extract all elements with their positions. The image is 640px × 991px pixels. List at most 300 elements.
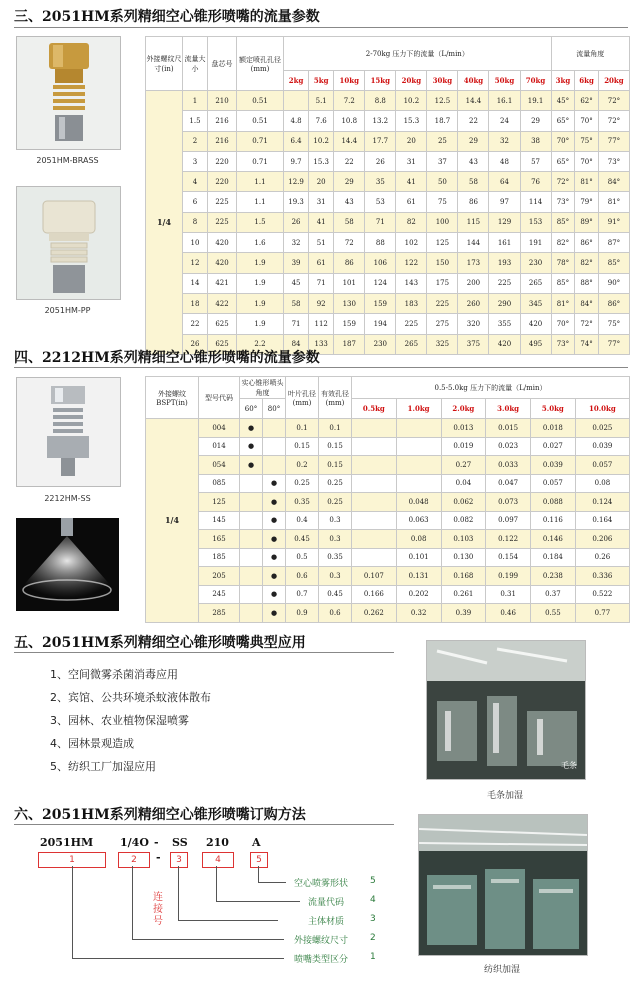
table-cell: 0.122 bbox=[486, 530, 531, 549]
table-cell: 153 bbox=[520, 212, 551, 232]
table-cell: 10 bbox=[183, 233, 208, 253]
table-cell: 0.048 bbox=[396, 493, 441, 512]
table-cell: 0.039 bbox=[575, 437, 629, 456]
table-cell: 225 bbox=[396, 314, 427, 334]
table-row bbox=[146, 172, 630, 192]
table-cell: 39 bbox=[284, 253, 309, 273]
table-cell: 1.5 bbox=[237, 212, 284, 232]
table-cell: 0.062 bbox=[441, 493, 486, 512]
table-cell: 91° bbox=[598, 212, 629, 232]
table-cell: 73° bbox=[551, 192, 575, 212]
legend-num-1: 1 bbox=[370, 952, 376, 962]
connector-label: 连接号 bbox=[153, 892, 163, 927]
table-cell: 4 bbox=[183, 172, 208, 192]
table-row bbox=[146, 437, 630, 456]
table-cell: 2.2 bbox=[237, 334, 284, 354]
section4-title: 四、2212HM系列精细空心锥形喷嘴的流量参数 bbox=[14, 350, 320, 366]
table-cell bbox=[396, 474, 441, 493]
table-cell: 0.088 bbox=[531, 493, 576, 512]
table-cell: 115 bbox=[458, 212, 489, 232]
table-cell: 3 bbox=[183, 151, 208, 171]
table-row bbox=[146, 511, 630, 530]
table-cell: 100 bbox=[427, 212, 458, 232]
table-cell: 0.77 bbox=[575, 604, 629, 623]
table-cell: 72° bbox=[551, 172, 575, 192]
pressure-header: 1.0kg bbox=[396, 399, 441, 419]
col-core-number: 盘芯号 bbox=[208, 37, 237, 91]
table-cell: ● bbox=[240, 419, 263, 438]
table-cell: 12.5 bbox=[427, 91, 458, 111]
table-cell: 0.51 bbox=[237, 111, 284, 131]
wool-humidification-photo bbox=[426, 640, 586, 780]
leader-line bbox=[132, 866, 133, 940]
table-row bbox=[146, 493, 630, 512]
table-cell: ● bbox=[263, 548, 286, 567]
table-cell: 81° bbox=[551, 293, 575, 313]
table-cell: 0.7 bbox=[286, 585, 319, 604]
table-cell: 145 bbox=[199, 511, 240, 530]
table-cell bbox=[240, 511, 263, 530]
table-cell: 0.32 bbox=[396, 604, 441, 623]
table-cell: 0.073 bbox=[486, 493, 531, 512]
table-cell: 15.3 bbox=[396, 111, 427, 131]
table-cell: 32 bbox=[284, 233, 309, 253]
table-cell: 0.027 bbox=[531, 437, 576, 456]
table-cell: 0.146 bbox=[531, 530, 576, 549]
table-cell: 57 bbox=[520, 151, 551, 171]
table-row bbox=[146, 273, 630, 293]
table-cell: 0.3 bbox=[319, 511, 352, 530]
table-cell: 325 bbox=[427, 334, 458, 354]
table-row bbox=[146, 419, 630, 438]
table-cell: 125 bbox=[199, 493, 240, 512]
table-cell: ● bbox=[263, 604, 286, 623]
col-thread-size: 外接螺纹尺寸(in) bbox=[146, 37, 183, 91]
col-cone-angle: 实心锥形喷头角度 bbox=[241, 378, 284, 397]
table-cell: 65° bbox=[551, 111, 575, 131]
table-cell: 133 bbox=[309, 334, 334, 354]
table-cell: 71 bbox=[284, 314, 309, 334]
table-cell: 285 bbox=[199, 604, 240, 623]
table-cell bbox=[352, 456, 397, 475]
table-cell: 420 bbox=[489, 334, 520, 354]
table-cell: 0.4 bbox=[286, 511, 319, 530]
table-cell: 0.033 bbox=[486, 456, 531, 475]
table-cell: 4.8 bbox=[284, 111, 309, 131]
table-cell: 0.31 bbox=[486, 585, 531, 604]
application-item: 1、空间微雾杀菌消毒应用 bbox=[50, 668, 178, 681]
table-cell bbox=[352, 419, 397, 438]
table-cell: 085 bbox=[199, 474, 240, 493]
legend-type: 喷嘴类型区分 bbox=[294, 955, 349, 965]
table-row bbox=[146, 233, 630, 253]
table-cell: 161 bbox=[489, 233, 520, 253]
table-cell: 22 bbox=[183, 314, 208, 334]
table-cell: 85° bbox=[551, 273, 575, 293]
table-row bbox=[146, 314, 630, 334]
table-cell: ● bbox=[263, 585, 286, 604]
table-cell: 89° bbox=[575, 212, 599, 232]
application-item: 2、宾馆、公共环境杀蚊液体散布 bbox=[50, 691, 211, 704]
table-cell: 84° bbox=[575, 293, 599, 313]
table-cell: 0.184 bbox=[531, 548, 576, 567]
table-cell: 225 bbox=[208, 192, 237, 212]
table-cell: 375 bbox=[458, 334, 489, 354]
table-cell: ● bbox=[263, 511, 286, 530]
table-cell: 1.1 bbox=[237, 192, 284, 212]
table-cell bbox=[352, 530, 397, 549]
table-cell: 84 bbox=[284, 334, 309, 354]
pressure-header: 10kg bbox=[334, 71, 365, 91]
legend-shape: 空心喷雾形状 bbox=[294, 879, 349, 889]
section6-rule bbox=[14, 824, 394, 825]
table-cell: 210 bbox=[208, 91, 237, 111]
code-thread: 1/4O bbox=[120, 836, 149, 849]
table-cell: 265 bbox=[396, 334, 427, 354]
table-cell: 0.71 bbox=[237, 131, 284, 151]
code-box-5: 5 bbox=[250, 852, 268, 868]
section3-rule bbox=[14, 27, 628, 28]
caption-pp: 2051HM-PP bbox=[44, 306, 91, 315]
table-cell: 420 bbox=[208, 233, 237, 253]
table-cell: 0.45 bbox=[319, 585, 352, 604]
legend-num-2: 2 bbox=[370, 933, 376, 943]
table-cell: 86 bbox=[334, 253, 365, 273]
table-cell: 265 bbox=[520, 273, 551, 293]
table-cell: 1.1 bbox=[237, 172, 284, 192]
table-cell: 1.9 bbox=[237, 253, 284, 273]
table-cell: 0.04 bbox=[441, 474, 486, 493]
table-cell: 0.019 bbox=[441, 437, 486, 456]
table-cell: 0.26 bbox=[575, 548, 629, 567]
table-cell: 125 bbox=[427, 233, 458, 253]
table-cell: 0.168 bbox=[441, 567, 486, 586]
table-cell: 230 bbox=[365, 334, 396, 354]
table-cell: 0.164 bbox=[575, 511, 629, 530]
table-cell: 0.45 bbox=[286, 530, 319, 549]
table-cell: 495 bbox=[520, 334, 551, 354]
table-cell: 70° bbox=[575, 151, 599, 171]
table-cell: 62° bbox=[575, 91, 599, 111]
table-cell: 0.336 bbox=[575, 567, 629, 586]
table-cell: 220 bbox=[208, 172, 237, 192]
col-spray-angle: 流量角度 bbox=[551, 37, 629, 71]
pressure-header: 0.5kg bbox=[352, 399, 397, 419]
table-cell: 0.35 bbox=[286, 493, 319, 512]
table-cell: 0.2 bbox=[286, 456, 319, 475]
table-cell: 85° bbox=[551, 212, 575, 232]
leader-line bbox=[178, 866, 179, 921]
table-cell: 73° bbox=[598, 151, 629, 171]
table-cell: 0.51 bbox=[237, 91, 284, 111]
col-orifice: 额定喷孔孔径(mm) bbox=[237, 37, 284, 91]
table-cell: 1.9 bbox=[237, 293, 284, 313]
table-row bbox=[146, 548, 630, 567]
table-cell: 275 bbox=[427, 314, 458, 334]
table-cell: 76 bbox=[520, 172, 551, 192]
table-cell: 13.2 bbox=[365, 111, 396, 131]
table-cell: 29 bbox=[458, 131, 489, 151]
col-angle-60: 60° bbox=[240, 399, 263, 419]
table-cell: 102 bbox=[396, 233, 427, 253]
table-cell bbox=[352, 548, 397, 567]
table-cell: 1.5 bbox=[183, 111, 208, 131]
table-cell: 0.124 bbox=[575, 493, 629, 512]
table-cell bbox=[240, 604, 263, 623]
table-cell: 194 bbox=[365, 314, 396, 334]
pp-nozzle-icon bbox=[17, 187, 120, 299]
table-cell: 8.8 bbox=[365, 91, 396, 111]
table-row bbox=[146, 212, 630, 232]
table-cell: 159 bbox=[334, 314, 365, 334]
table-cell: 18 bbox=[183, 293, 208, 313]
table-cell: 0.013 bbox=[441, 419, 486, 438]
table-cell: 58 bbox=[334, 212, 365, 232]
table-cell bbox=[396, 456, 441, 475]
table-cell: 77° bbox=[598, 131, 629, 151]
col-blade-diameter: 叶片孔径(mm) bbox=[286, 377, 319, 419]
table-cell: 185 bbox=[199, 548, 240, 567]
table-cell: 1.6 bbox=[237, 233, 284, 253]
application-item: 3、园林、农业植物保湿喷雾 bbox=[50, 714, 189, 727]
table-cell: 29 bbox=[520, 111, 551, 131]
thread-size-cell: 1/4 bbox=[146, 91, 183, 355]
section3-title: 三、2051HM系列精细空心锥形喷嘴的流量参数 bbox=[14, 9, 320, 25]
table-cell bbox=[352, 474, 397, 493]
table-cell: 191 bbox=[520, 233, 551, 253]
table-cell: 0.082 bbox=[441, 511, 486, 530]
table-cell: 71 bbox=[309, 273, 334, 293]
table-cell: 0.238 bbox=[531, 567, 576, 586]
table-cell: 260 bbox=[458, 293, 489, 313]
table-cell: 1 bbox=[183, 91, 208, 111]
table-cell: 88 bbox=[365, 233, 396, 253]
code-material: SS bbox=[172, 836, 188, 849]
table-cell: 82° bbox=[575, 253, 599, 273]
table-cell: 0.9 bbox=[286, 604, 319, 623]
table-cell: 0.39 bbox=[441, 604, 486, 623]
table-cell: 32 bbox=[489, 131, 520, 151]
table-cell: 85° bbox=[598, 253, 629, 273]
table-2212hm-flow bbox=[145, 376, 630, 623]
table-cell: 216 bbox=[208, 111, 237, 131]
table-cell: 7.6 bbox=[309, 111, 334, 131]
table-cell: 0.08 bbox=[575, 474, 629, 493]
table-cell: 0.71 bbox=[237, 151, 284, 171]
table-cell: 9.7 bbox=[284, 151, 309, 171]
table-cell: 0.08 bbox=[396, 530, 441, 549]
thread-size-cell: 1/4 bbox=[146, 419, 199, 623]
table-cell: 0.25 bbox=[286, 474, 319, 493]
angle-header: 6kg bbox=[575, 71, 599, 91]
table-cell: 12 bbox=[183, 253, 208, 273]
nozzle-pp-photo bbox=[16, 186, 121, 300]
spray-cone-icon bbox=[16, 518, 119, 611]
code-series: 2051HM bbox=[40, 836, 94, 849]
table-cell bbox=[352, 493, 397, 512]
table-cell: 124 bbox=[365, 273, 396, 293]
table-cell: ● bbox=[240, 437, 263, 456]
table-cell: 320 bbox=[458, 314, 489, 334]
table-cell: 87° bbox=[598, 233, 629, 253]
table-cell: 0.015 bbox=[486, 419, 531, 438]
table-cell: 0.039 bbox=[531, 456, 576, 475]
table-cell: 625 bbox=[208, 314, 237, 334]
nozzle-ss-photo bbox=[16, 377, 121, 487]
pressure-header: 30kg bbox=[427, 71, 458, 91]
col-bspt: 外接螺纹BSPT(in) bbox=[146, 377, 199, 419]
code-box-2: 2 bbox=[118, 852, 150, 868]
table-cell: 0.1 bbox=[319, 419, 352, 438]
ss-nozzle-icon bbox=[17, 378, 120, 486]
table-cell: 290 bbox=[489, 293, 520, 313]
legend-num-5: 5 bbox=[370, 876, 376, 886]
table-cell: 45 bbox=[284, 273, 309, 293]
table-cell: 70° bbox=[575, 111, 599, 131]
table-cell: 0.6 bbox=[319, 604, 352, 623]
table-cell bbox=[240, 548, 263, 567]
table-cell: 193 bbox=[489, 253, 520, 273]
table-cell: 81° bbox=[575, 172, 599, 192]
table-cell: 0.3 bbox=[319, 530, 352, 549]
application-list bbox=[50, 666, 211, 781]
table-cell: 75° bbox=[575, 131, 599, 151]
textile-humidification-photo bbox=[418, 814, 588, 956]
table-cell: 159 bbox=[365, 293, 396, 313]
col-pressure-range-small: 0.5-5.0kg 压力下的流量（L/min） bbox=[352, 377, 630, 399]
leader-line bbox=[216, 866, 217, 902]
table-cell bbox=[352, 437, 397, 456]
photo-tag: 毛条 bbox=[561, 761, 577, 770]
table-cell: ● bbox=[263, 567, 286, 586]
caption-wool: 毛条加湿 bbox=[486, 791, 523, 801]
table-cell: 205 bbox=[199, 567, 240, 586]
table-cell: 82° bbox=[551, 233, 575, 253]
table-cell: 75 bbox=[427, 192, 458, 212]
table-cell: 225 bbox=[427, 293, 458, 313]
table-cell: 129 bbox=[489, 212, 520, 232]
table-cell bbox=[284, 91, 309, 111]
col-effective-diameter: 有效孔径(mm) bbox=[319, 377, 352, 419]
table-cell: 0.1 bbox=[286, 419, 319, 438]
caption-brass: 2051HM-BRASS bbox=[36, 156, 99, 165]
table-cell: 355 bbox=[489, 314, 520, 334]
table-cell: 14.4 bbox=[334, 131, 365, 151]
table-cell: 14.4 bbox=[458, 91, 489, 111]
table-cell: 24 bbox=[489, 111, 520, 131]
legend-flow-code: 流量代码 bbox=[308, 898, 345, 908]
table-cell: 38 bbox=[520, 131, 551, 151]
table-cell: 0.023 bbox=[486, 437, 531, 456]
table-cell: 64 bbox=[489, 172, 520, 192]
table-cell: 31 bbox=[396, 151, 427, 171]
table-cell bbox=[240, 474, 263, 493]
table-cell: 0.6 bbox=[286, 567, 319, 586]
table-cell: 81° bbox=[598, 192, 629, 212]
table-cell: 70° bbox=[551, 314, 575, 334]
table-cell: 0.101 bbox=[396, 548, 441, 567]
table-cell: 35 bbox=[365, 172, 396, 192]
table-cell: 14 bbox=[183, 273, 208, 293]
table-cell: 0.116 bbox=[531, 511, 576, 530]
code-shape: A bbox=[252, 836, 261, 849]
table-cell: 10.8 bbox=[334, 111, 365, 131]
table-cell: 144 bbox=[458, 233, 489, 253]
table-cell: 90° bbox=[598, 273, 629, 293]
table-cell: 0.103 bbox=[441, 530, 486, 549]
table-cell bbox=[240, 530, 263, 549]
table-cell: 43 bbox=[334, 192, 365, 212]
table-cell: 18.7 bbox=[427, 111, 458, 131]
table-cell bbox=[396, 437, 441, 456]
pressure-header: 50kg bbox=[489, 71, 520, 91]
legend-num-4: 4 bbox=[370, 895, 376, 905]
table-row bbox=[146, 151, 630, 171]
table-cell: 17.7 bbox=[365, 131, 396, 151]
table-cell: 0.107 bbox=[352, 567, 397, 586]
table-cell: 187 bbox=[334, 334, 365, 354]
table-cell: 6 bbox=[183, 192, 208, 212]
col-angle-80: 80° bbox=[263, 399, 286, 419]
table-cell: 112 bbox=[309, 314, 334, 334]
table-cell: 130 bbox=[334, 293, 365, 313]
table-cell: 51 bbox=[309, 233, 334, 253]
table-cell: 345 bbox=[520, 293, 551, 313]
table-cell: 183 bbox=[396, 293, 427, 313]
table-cell bbox=[263, 456, 286, 475]
caption-ss: 2212HM-SS bbox=[44, 494, 91, 503]
table-cell: 0.27 bbox=[441, 456, 486, 475]
table-cell: 16.1 bbox=[489, 91, 520, 111]
table-cell: 165 bbox=[199, 530, 240, 549]
spray-cone-photo bbox=[16, 518, 119, 611]
col-flow-size: 流量大小 bbox=[183, 37, 208, 91]
angle-header: 20kg bbox=[598, 71, 629, 91]
table-cell bbox=[240, 585, 263, 604]
table-cell: 421 bbox=[208, 273, 237, 293]
table-cell bbox=[396, 419, 441, 438]
table-cell: 245 bbox=[199, 585, 240, 604]
table-cell: 0.55 bbox=[531, 604, 576, 623]
section5-rule bbox=[14, 652, 394, 653]
table-cell: 10.2 bbox=[396, 91, 427, 111]
table-cell: 53 bbox=[365, 192, 396, 212]
table-cell: 114 bbox=[520, 192, 551, 212]
table-row bbox=[146, 111, 630, 131]
table-cell: 45° bbox=[551, 91, 575, 111]
table-cell: 79° bbox=[575, 192, 599, 212]
table-cell: 0.25 bbox=[319, 474, 352, 493]
table-cell: 0.15 bbox=[319, 456, 352, 475]
table-cell: 61 bbox=[309, 253, 334, 273]
table-cell: 150 bbox=[427, 253, 458, 273]
table-cell: 78° bbox=[551, 253, 575, 273]
table-cell: 0.5 bbox=[286, 548, 319, 567]
code-box-3: 3 bbox=[170, 852, 188, 868]
table-cell: 72° bbox=[575, 314, 599, 334]
table-cell: 70° bbox=[551, 131, 575, 151]
table-cell bbox=[352, 511, 397, 530]
table-cell: ● bbox=[263, 530, 286, 549]
table-cell: 19.1 bbox=[520, 91, 551, 111]
table-cell: 37 bbox=[427, 151, 458, 171]
table-cell: 41 bbox=[309, 212, 334, 232]
section6-title: 六、2051HM系列精细空心锥形喷嘴订购方法 bbox=[14, 807, 306, 823]
table-cell: 0.097 bbox=[486, 511, 531, 530]
nozzle-brass-photo bbox=[16, 36, 121, 150]
table-cell: 143 bbox=[396, 273, 427, 293]
table-cell: 0.130 bbox=[441, 548, 486, 567]
